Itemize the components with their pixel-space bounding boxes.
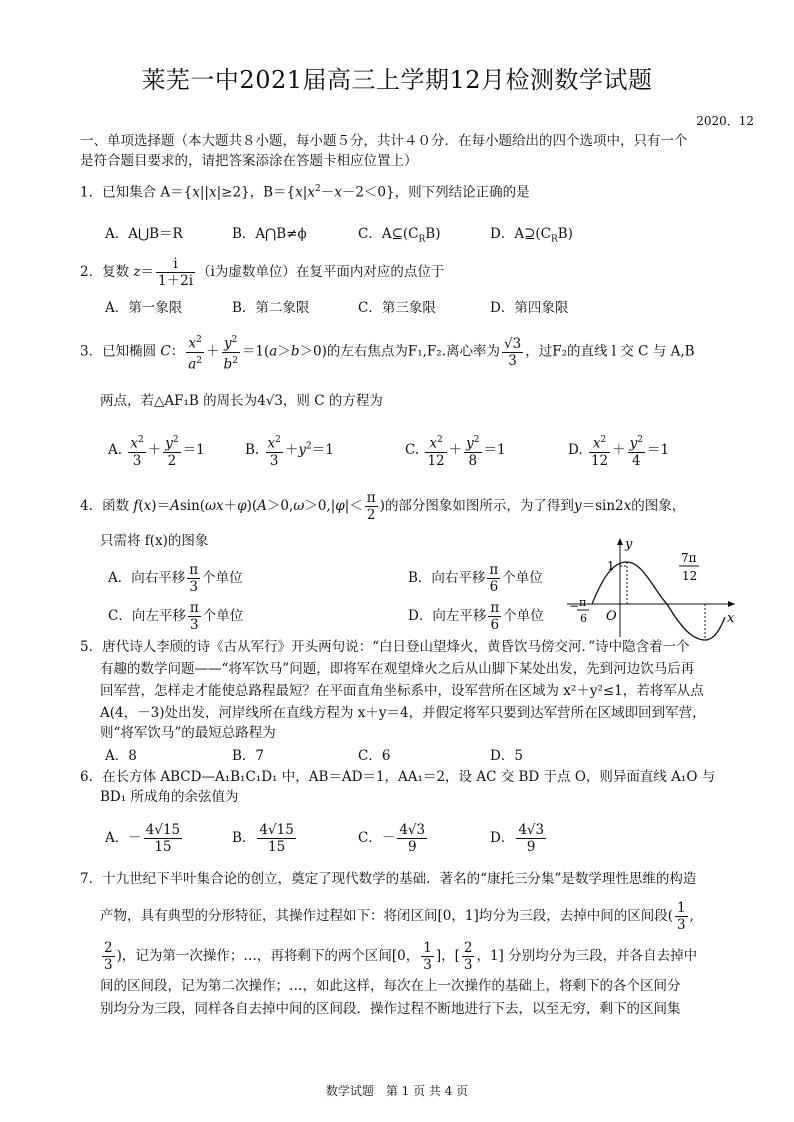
q4-option-d: D．向左平移 $\frac{\pi}{6}$ 个单位 [408,600,544,633]
graph-y-label: y [625,537,633,552]
question-5-line4: A(4，－3)处出发，河岸线所在直线方程为 x＋y＝4，并假定将军只要到达军营所在区域即回到军营， [100,705,706,721]
q1-option-c: C．$A⊆(C_RB)$ [358,226,441,245]
graph-twelve: 12 [682,569,698,583]
question-3-line2: 两点，若△AF₁B 的周长为4√3，则 C 的方程为 [100,393,383,409]
question-3: 3．已知椭圆 C： $\frac{x^2}{a^2}$ ＋ $\frac{y^2}{b^2}$ ＝1(a＞b＞0)的左右焦点为F₁,F₂.离心率为 $\frac{√3}{3}$ ，过F₂的直线 l 交 C 与 A,B [80,332,695,372]
q6-option-a: A．－ $\frac{4√15}{15}$ [105,822,181,855]
q4-option-c: C．向左平移 $\frac{\pi}{3}$ 个单位 [108,600,244,633]
question-1: 1．已知集合 A＝{x||x|≥2}，$B=\{x|x^2-x-2<0\}$，则下列结论正确的是 [80,184,530,201]
graph-seven-pi: 7π [681,551,697,565]
q2-option-c: C．第三象限 [358,300,436,316]
q3-option-a: A. $\frac{x^2}{3}$ ＋ $\frac{y^2}{2}$ ＝1 [108,432,205,469]
q3-option-b: B. $\frac{x^2}{3}$ $+y^2=1$ [245,432,334,469]
q5-option-d: D．5 [490,748,523,764]
question-5-line3: 回军营，怎样走才能使总路程最短？在平面直角坐标系中，设军营所在区域为 x²＋y²≤1，若将军从点 [100,683,704,699]
graph-neg: − [569,599,580,613]
q2-option-a: A．第一象限 [105,300,183,316]
q6-option-d: D． $\frac{4√3}{9}$ [490,822,545,855]
graph-x-label: x [727,611,735,626]
q2-stem-tail: （i为虚数单位）在复平面内对应的点位于 [197,264,445,280]
q5-option-c: C．6 [358,748,391,764]
q3-option-c: C. $\frac{x^2}{12}$ ＋ $\frac{y^2}{8}$ ＝1 [405,432,506,469]
q3-option-d: D. $\frac{x^2}{12}$ ＋ $\frac{y^2}{4}$ ＝1 [568,432,669,469]
q1-stem-tail: ，则下列结论正确的是 [394,184,530,201]
q6-option-b: B． $\frac{4√15}{15}$ [232,822,294,855]
section-heading: 一、单项选择题（本大题共８小题，每小题５分，共计４０分．在每小题给出的四个选项中，只有一个 [80,133,688,149]
exam-date: 2020．12 [696,114,754,128]
question-5-line5: 则“将军饮马”的最短总路程为 [100,725,276,741]
q1-stem: 1．已知集合 [80,184,157,201]
q1-option-d: D．$A⊇(C_RB)$ [490,226,573,245]
question-7-line3: $\frac{2}{3}$ )，记为第一次操作；…，再将剩下的两个区间[0， $\frac{1}{3}$ ]，[ $\frac{2}{3}$ ，1] 分别均分为三段，并各自去掉中 [104,940,698,973]
q4-option-b: B．向右平移 $\frac{\pi}{6}$ 个单位 [408,562,543,595]
q5-option-b: B．7 [232,748,265,764]
page-footer: 数学试题 第 1 页 共 4 页 [325,1084,469,1098]
q1-option-a: A．A⋃B＝R [105,226,183,242]
question-6-line2: BD₁ 所成角的余弦值为 [100,789,239,805]
q4-option-a: A．向右平移 $\frac{\pi}{3}$ 个单位 [108,562,243,595]
graph-origin: O [606,609,617,624]
question-7-line5: 别均分为三段，同样各自去掉中间的区间段．操作过程不断地进行下去，以至无穷，剩下的区间集 [100,1001,681,1017]
graph-six: 6 [580,612,587,625]
graph-pi: π [579,596,587,609]
q1-option-b: B．A⋂B≠ϕ [232,226,307,242]
question-7-line1: 7．十九世纪下半叶集合论的创立，奠定了现代数学的基础．著名的“康托三分集”是数学理性思维的构造 [80,871,697,887]
q5-option-a: A．8 [105,748,137,764]
question-7-line4: 间的区间段，记为第二次操作；…，如此这样，每次在上一次操作的基础上，将剩下的各个区间分 [100,978,681,994]
q6-option-c: C．－ $\frac{4√3}{9}$ [358,822,426,855]
q2-option-d: D．第四象限 [490,300,569,316]
section-heading-2: 是符合题目要求的，请把答案添涂在答题卡相应位置上） [80,153,418,169]
question-7-line2: 产物，具有典型的分形特征，其操作过程如下：将闭区间[0，1]均分为三段，去掉中间的区间段( $\frac{1}{3}$ , [100,900,694,933]
question-6-line1: 6．在长方体 ABCD—A₁B₁C₁D₁ 中，AB＝AD＝1，AA₁＝2，设 AC 交 BD 于点 O，则异面直线 A₁O 与 [80,769,716,785]
question-5-line2: 有趣的数学问题——“将军饮马”问题，即将军在观望烽火之后从山脚下某处出发，先到河边饮马后再 [100,661,695,677]
question-5-line1: 5．唐代诗人李颀的诗《古从军行》开头两句说：“白日登山望烽火，黄昏饮马傍交河．”诗中隐含着一个 [80,639,690,655]
sine-graph [565,532,745,642]
q2-stem: 2．复数 [80,264,130,280]
graph-one: 1 [607,559,615,573]
question-4-line2: 只需将 f(x)的图象 [100,533,209,549]
page-title: 莱芜一中2021届高三上学期12月检测数学试题 [141,66,653,94]
question-2: 2．复数 z＝ $\frac{i}{1+2i}$ （i为虚数单位）在复平面内对应的点位于 [80,256,445,289]
question-4: 4．函数 f(x)＝Asin(ωx＋φ)(A＞0,ω＞0,|φ|＜ $\frac{\pi}{2}$ )的部分图象如图所示，为了得到y＝sin2x的图象， [80,490,686,523]
q2-option-b: B．第二象限 [232,300,310,316]
